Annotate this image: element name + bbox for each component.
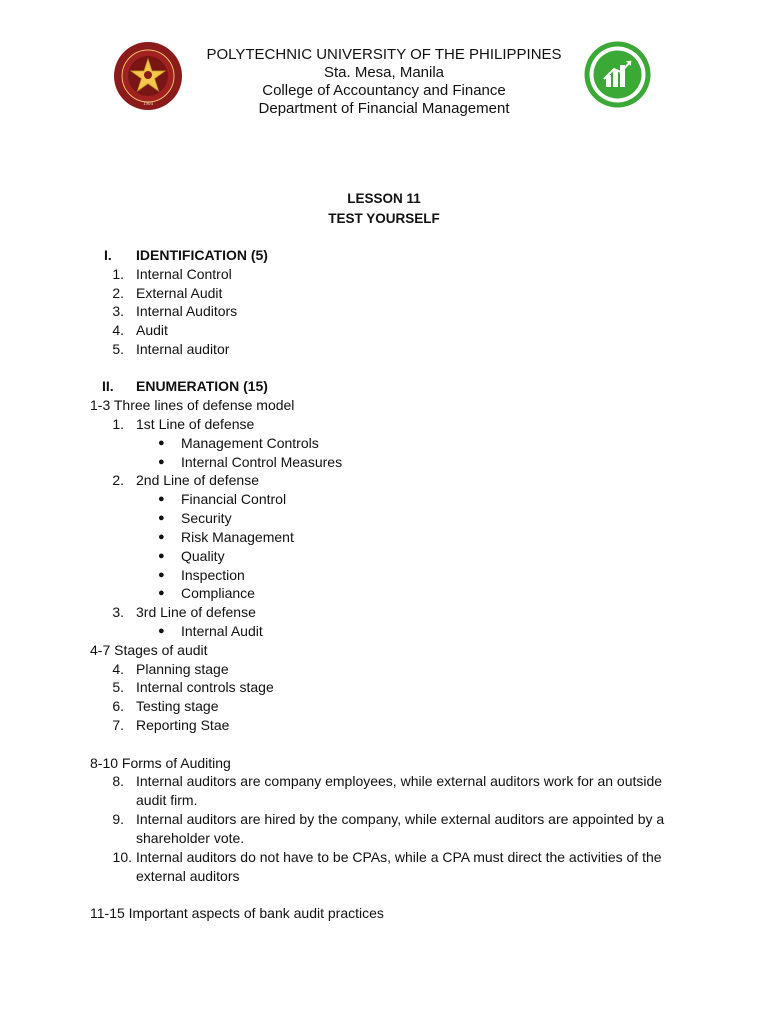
list-item-continuation: shareholder vote. (136, 830, 245, 846)
bullet-icon: ● (158, 456, 165, 468)
group-label: 4-7 Stages of audit (90, 642, 208, 658)
section-2-numeral: II. (102, 378, 114, 394)
bullet-icon: ● (158, 550, 165, 562)
bullet-icon: ● (158, 569, 165, 581)
department-name: Department of Financial Management (258, 100, 510, 117)
bullet-icon: ● (158, 625, 165, 637)
bullet-icon: ● (158, 493, 165, 505)
document-page: 1904 POLYTECHNIC UNIVERSITY OF THE PHILIPPINES Sta. Mesa, Manila College of Accountancy and Finance Department of Financial Management LESSON 11 TEST YOURSELF I. IDENTIFICATION (5) 1. Internal Control 2. External Audit 3. Internal Auditors 4. Audit 5. Internal auditor II. ENUMERATION (15) 1-3 Three lines of defense model 1. 1st Line of defense ● Management Controls ● Internal Control Measures 2. 2nd Line of defense ● Financial Control ● Security ● Risk Management ● Quality ● Inspection ● Compliance 3. 3rd Line of defense ● Internal Audit 4-7 Stages of audit 4. Planning stage 5. Internal controls stage 6. Testing stage 7. Reporting Stae 8-10 Forms of Auditing 8. Internal auditors are company employees, while external auditors work for an outside audit firm. 9. Internal auditors are hired by the company, while external auditors are appointed by a shareholder vote. 10. Internal auditors do not have to be CPAs, while a CPA must direct the activities of the external auditors 11-15 Important aspects of bank audit practices (0, 0, 768, 1024)
group-label: 11-15 Important aspects of bank audit practices (90, 905, 384, 921)
lesson-heading (0, 189, 768, 228)
university-name: POLYTECHNIC UNIVERSITY OF THE PHILIPPINES (206, 46, 562, 63)
bullet-icon: ● (158, 512, 165, 524)
list-item-continuation: external auditors (136, 868, 240, 884)
university-location: Sta. Mesa, Manila (323, 64, 445, 81)
caf-seal-icon (584, 41, 651, 108)
section-1-title: IDENTIFICATION (5) (136, 247, 268, 263)
list-item-continuation: audit firm. (136, 792, 198, 808)
group-label: 8-10 Forms of Auditing (90, 755, 231, 771)
bullet-icon: ● (158, 531, 165, 543)
bullet-icon: ● (158, 587, 165, 599)
lesson-title: LESSON 11 (347, 191, 421, 206)
group-label: 1-3 Three lines of defense model (90, 397, 295, 413)
bullet-icon: ● (158, 437, 165, 449)
section-2-title: ENUMERATION (15) (136, 378, 268, 394)
letterhead (0, 46, 768, 118)
section-1-numeral: I. (104, 247, 112, 263)
lesson-subtitle: TEST YOURSELF (328, 210, 440, 226)
college-name: College of Accountancy and Finance (262, 82, 506, 99)
svg-text:1904: 1904 (143, 102, 153, 107)
